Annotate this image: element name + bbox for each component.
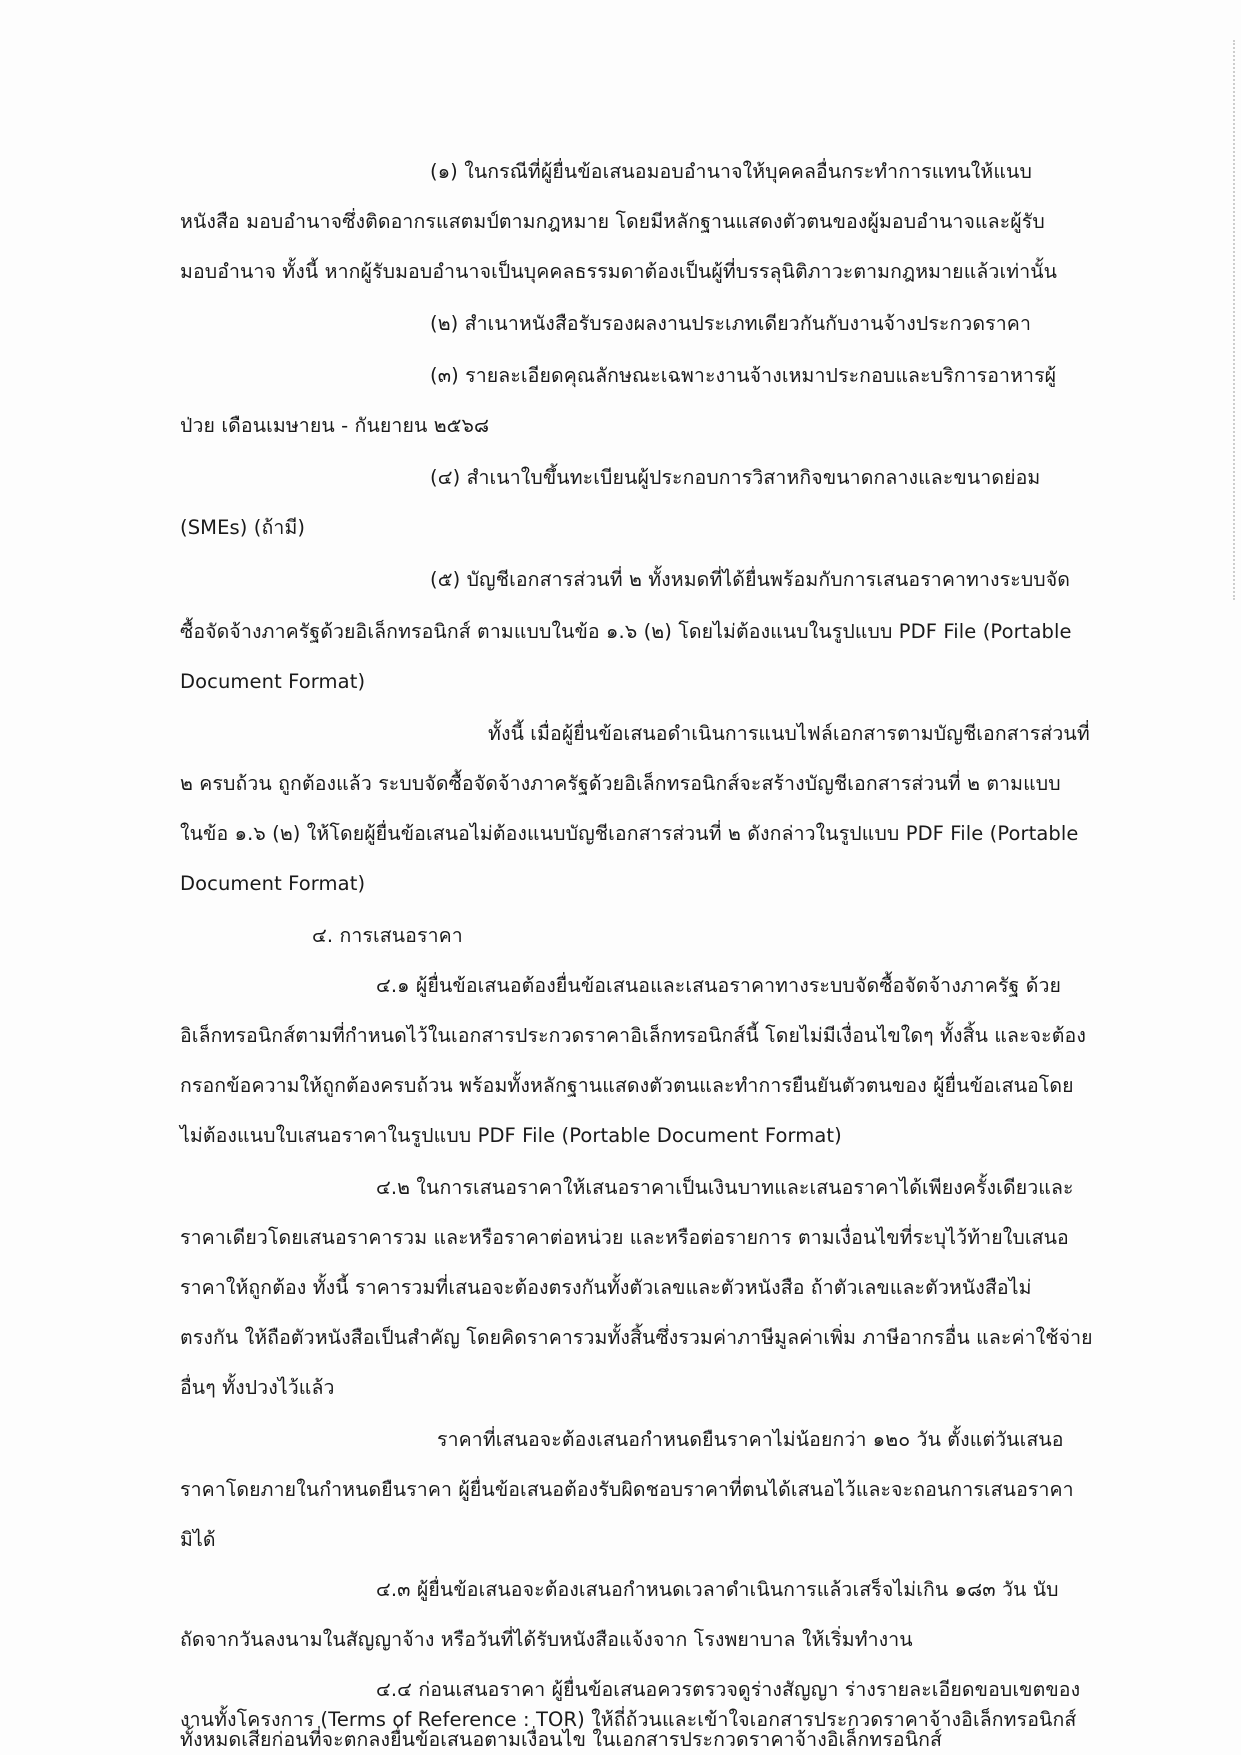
note-line-1: ทั้งนี้ เมื่อผู้ยื่นข้อเสนอดำเนินการแนบไฟล์เอกสารตามบัญชีเอกสารส่วนที่ bbox=[488, 722, 1090, 745]
note-line-2: ๒ ครบถ้วน ถูกต้องแล้ว ระบบจัดซื้อจัดจ้างภาครัฐด้วยอิเล็กทรอนิกส์จะสร้างบัญชีเอกสารส่วนที่ ๒ ตามแบบ bbox=[180, 772, 1061, 795]
clause-4-2-line-5: อื่นๆ ทั้งปวงไว้แล้ว bbox=[180, 1376, 335, 1399]
clause-4-4-line-3: ทั้งหมดเสียก่อนที่จะตกลงยื่นข้อเสนอตามเงื่อนไข ในเอกสารประกวดราคาจ้างอิเล็กทรอนิกส์ bbox=[180, 1728, 943, 1751]
clause-4-1-line-3: กรอกข้อความให้ถูกต้องครบถ้วน พร้อมทั้งหลักฐานแสดงตัวตนและทำการยืนยันตัวตนของ ผู้ยื่นข้อเสนอโดย bbox=[180, 1074, 1074, 1097]
clause-4-1-line-2: อิเล็กทรอนิกส์ตามที่กำหนดไว้ในเอกสารประกวดราคาอิเล็กทรอนิกส์นี้ โดยไม่มีเงื่อนไขใดๆ ทั้งสิ้น และจะต้อง bbox=[180, 1024, 1086, 1047]
clause-4-4-line-1: ๔.๔ ก่อนเสนอราคา ผู้ยื่นข้อเสนอควรตรวจดูร่างสัญญา ร่างรายละเอียดขอบเขตของ bbox=[376, 1678, 1081, 1701]
note-line-4: Document Format) bbox=[180, 872, 366, 895]
item-3-line-1: (๓) รายละเอียดคุณลักษณะเฉพาะงานจ้างเหมาประกอบและบริการอาหารผู้ bbox=[430, 364, 1057, 387]
item-5-line-2: ซื้อจัดจ้างภาครัฐด้วยอิเล็กทรอนิกส์ ตามแบบในข้อ ๑.๖ (๒) โดยไม่ต้องแนบในรูปแบบ PDF File (Portable bbox=[180, 620, 1072, 643]
clause-4-1-line-4: ไม่ต้องแนบใบเสนอราคาในรูปแบบ PDF File (Portable Document Format) bbox=[180, 1124, 842, 1147]
scan-edge-artifact bbox=[1231, 40, 1235, 600]
note-line-3: ในข้อ ๑.๖ (๒) ให้โดยผู้ยื่นข้อเสนอไม่ต้องแนบบัญชีเอกสารส่วนที่ ๒ ดังกล่าวในรูปแบบ PDF File (Portable bbox=[180, 822, 1079, 845]
clause-4-4-line-2: งานทั้งโครงการ (Terms of Reference : TOR) ให้ถี่ถ้วนและเข้าใจเอกสารประกวดราคาจ้างอิเล็กทรอนิกส์ bbox=[180, 1708, 1077, 1731]
item-4-line-2: (SMEs) (ถ้ามี) bbox=[180, 516, 306, 539]
item-3-line-2: ป่วย เดือนเมษายน - กันยายน ๒๕๖๘ bbox=[180, 414, 490, 437]
clause-4-2-line-3: ราคาให้ถูกต้อง ทั้งนี้ ราคารวมที่เสนอจะต้องตรงกันทั้งตัวเลขและตัวหนังสือ ถ้าตัวเลขและตัวหนังสือไม่ bbox=[180, 1276, 1032, 1299]
para-1-line-2: หนังสือ มอบอำนาจซึ่งติดอากรแสตมป์ตามกฎหมาย โดยมีหลักฐานแสดงตัวตนของผู้มอบอำนาจและผู้รับ bbox=[180, 210, 1045, 233]
para-1-line-3: มอบอำนาจ ทั้งนี้ หากผู้รับมอบอำนาจเป็นบุคคลธรรมดาต้องเป็นผู้ที่บรรลุนิติภาวะตามกฎหมายแล้วเท่านั้น bbox=[180, 260, 1058, 283]
section-4-heading: ๔. การเสนอราคา bbox=[312, 924, 463, 947]
clause-4-3-line-2: ถัดจากวันลงนามในสัญญาจ้าง หรือวันที่ได้รับหนังสือแจ้งจาก โรงพยาบาล ให้เริ่มทำงาน bbox=[180, 1628, 913, 1651]
price-validity-line-2: ราคาโดยภายในกำหนดยืนราคา ผู้ยื่นข้อเสนอต้องรับผิดชอบราคาที่ตนได้เสนอไว้และจะถอนการเสนอราคา bbox=[180, 1478, 1074, 1501]
price-validity-line-3: มิได้ bbox=[180, 1528, 216, 1551]
clause-4-1-line-1: ๔.๑ ผู้ยื่นข้อเสนอต้องยื่นข้อเสนอและเสนอราคาทางระบบจัดซื้อจัดจ้างภาครัฐ ด้วย bbox=[376, 974, 1062, 997]
para-1-item-line: (๑) ในกรณีที่ผู้ยื่นข้อเสนอมอบอำนาจให้บุคคลอื่นกระทำการแทนให้แนบ bbox=[430, 160, 1032, 183]
item-5-line-1: (๕) บัญชีเอกสารส่วนที่ ๒ ทั้งหมดที่ได้ยื่นพร้อมกับการเสนอราคาทางระบบจัด bbox=[430, 568, 1071, 591]
price-validity-line-1: ราคาที่เสนอจะต้องเสนอกำหนดยืนราคาไม่น้อยกว่า ๑๒๐ วัน ตั้งแต่วันเสนอ bbox=[437, 1428, 1064, 1451]
clause-4-3-line-1: ๔.๓ ผู้ยื่นข้อเสนอจะต้องเสนอกำหนดเวลาดำเนินการแล้วเสร็จไม่เกิน ๑๘๓ วัน นับ bbox=[376, 1578, 1059, 1601]
clause-4-2-line-2: ราคาเดียวโดยเสนอราคารวม และหรือราคาต่อหน่วย และหรือต่อรายการ ตามเงื่อนไขที่ระบุไว้ท้ายใบเสนอ bbox=[180, 1226, 1069, 1249]
item-4-line-1: (๔) สำเนาใบขึ้นทะเบียนผู้ประกอบการวิสาหกิจขนาดกลางและขนาดย่อม bbox=[430, 466, 1041, 489]
item-5-line-3: Document Format) bbox=[180, 670, 366, 693]
clause-4-2-line-4: ตรงกัน ให้ถือตัวหนังสือเป็นสำคัญ โดยคิดราคารวมทั้งสิ้นซึ่งรวมค่าภาษีมูลค่าเพิ่ม ภาษีอากรอื่น และค่าใช้จ่าย bbox=[180, 1326, 1093, 1349]
clause-4-2-line-1: ๔.๒ ในการเสนอราคาให้เสนอราคาเป็นเงินบาทและเสนอราคาได้เพียงครั้งเดียวและ bbox=[376, 1176, 1074, 1199]
item-2-line: (๒) สำเนาหนังสือรับรองผลงานประเภทเดียวกันกับงานจ้างประกวดราคา bbox=[430, 312, 1032, 335]
